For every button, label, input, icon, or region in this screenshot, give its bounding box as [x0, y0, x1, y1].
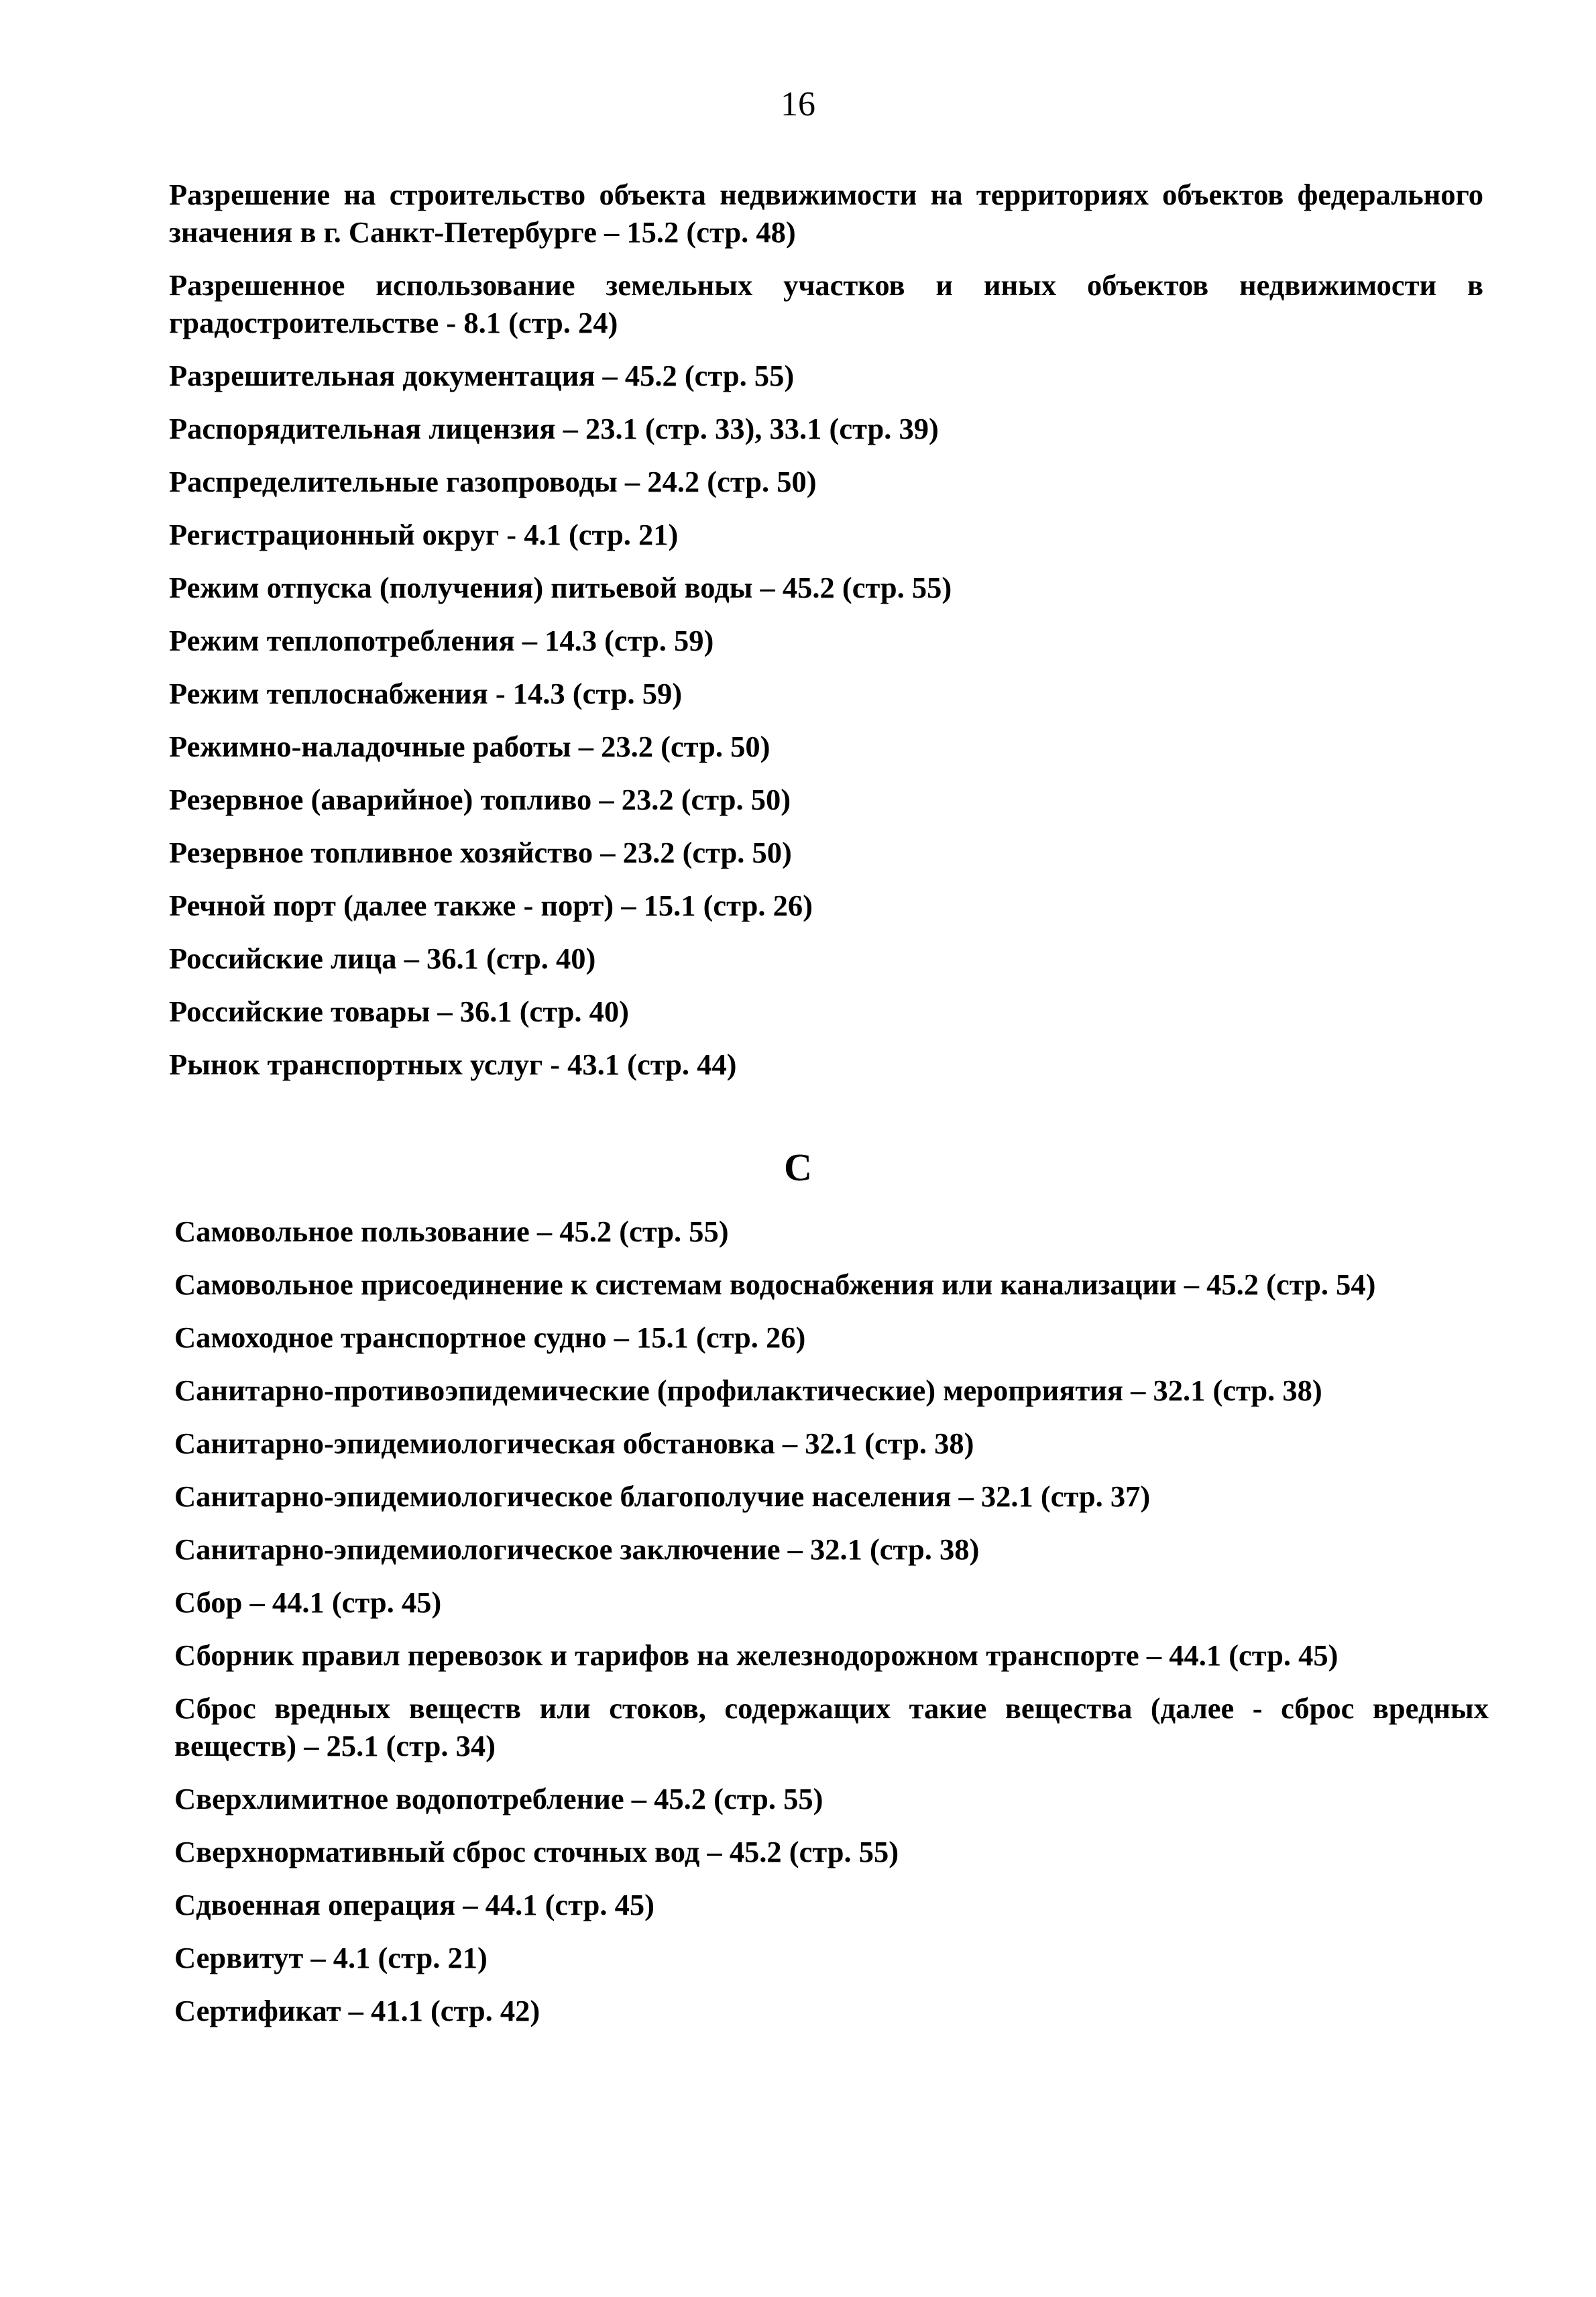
index-entry: Резервное (аварийное) топливо – 23.2 (стр. 50) [169, 783, 791, 816]
index-entry: Сборник правил перевозок и тарифов на железнодорожном транспорте – 44.1 (стр. 45) [174, 1638, 1338, 1672]
index-entry: Регистрационный округ - 4.1 (стр. 21) [169, 518, 679, 551]
index-entry: Разрешительная документация – 45.2 (стр. 55) [169, 359, 795, 392]
index-entry: Речной порт (далее также - порт) – 15.1 (стр. 26) [169, 889, 813, 922]
index-entry: Режим теплопотребления – 14.3 (стр. 59) [169, 624, 714, 657]
index-entry: Российские товары – 36.1 (стр. 40) [169, 995, 629, 1028]
index-entry: Сертификат – 41.1 (стр. 42) [174, 1994, 540, 2027]
index-entry: Самовольное присоединение к системам водоснабжения или канализации – 45.2 (стр. 54) [174, 1268, 1376, 1301]
index-entry: Российские лица – 36.1 (стр. 40) [169, 942, 596, 975]
index-entry: Санитарно-эпидемиологическая обстановка – 32.1 (стр. 38) [174, 1426, 974, 1460]
index-entry: Разрешенное использование земельных участков и иных объектов недвижимости в градостроительстве - 8.1 (стр. 24) [169, 268, 1483, 339]
index-entry: Сверхнормативный сброс сточных вод – 45.2 (стр. 55) [174, 1835, 899, 1868]
index-entry: Сверхлимитное водопотребление – 45.2 (стр. 55) [174, 1782, 823, 1815]
index-entry: Распределительные газопроводы – 24.2 (стр. 50) [169, 465, 817, 498]
index-entry: Распорядительная лицензия – 23.1 (стр. 33), 33.1 (стр. 39) [169, 412, 939, 445]
index-section-s [174, 1213, 1489, 2045]
index-entry: Санитарно-эпидемиологическое заключение – 32.1 (стр. 38) [174, 1532, 980, 1566]
section-letter-heading: С [784, 1145, 812, 1189]
index-entry: Разрешение на строительство объекта недвижимости на территориях объектов федерального значения в г. Санкт-Петербурге – 15.2 (стр. 48) [169, 178, 1483, 249]
index-entry: Сбор – 44.1 (стр. 45) [174, 1585, 442, 1619]
index-entry: Сдвоенная операция – 44.1 (стр. 45) [174, 1888, 654, 1921]
index-entry: Самоходное транспортное судно – 15.1 (стр. 26) [174, 1321, 806, 1354]
index-entry: Самовольное пользование – 45.2 (стр. 55) [174, 1215, 729, 1248]
index-section-r [169, 176, 1483, 1099]
index-entry: Сброс вредных веществ или стоков, содержащих такие вещества (далее - сброс вредных веществ) – 25.1 (стр. 34) [174, 1691, 1489, 1762]
index-entry: Режим теплоснабжения - 14.3 (стр. 59) [169, 677, 683, 710]
index-entry: Санитарно-эпидемиологическое благополучие населения – 32.1 (стр. 37) [174, 1479, 1151, 1513]
index-entry: Сервитут – 4.1 (стр. 21) [174, 1941, 488, 1974]
page-number: 16 [781, 85, 815, 123]
index-entry: Санитарно-противоэпидемические (профилактические) мероприятия – 32.1 (стр. 38) [174, 1374, 1322, 1407]
index-entry: Режимно-наладочные работы – 23.2 (стр. 50) [169, 730, 771, 763]
index-entry: Резервное топливное хозяйство – 23.2 (стр. 50) [169, 836, 792, 869]
index-entry: Режим отпуска (получения) питьевой воды – 45.2 (стр. 55) [169, 571, 952, 604]
index-entry: Рынок транспортных услуг - 43.1 (стр. 44) [169, 1048, 737, 1081]
